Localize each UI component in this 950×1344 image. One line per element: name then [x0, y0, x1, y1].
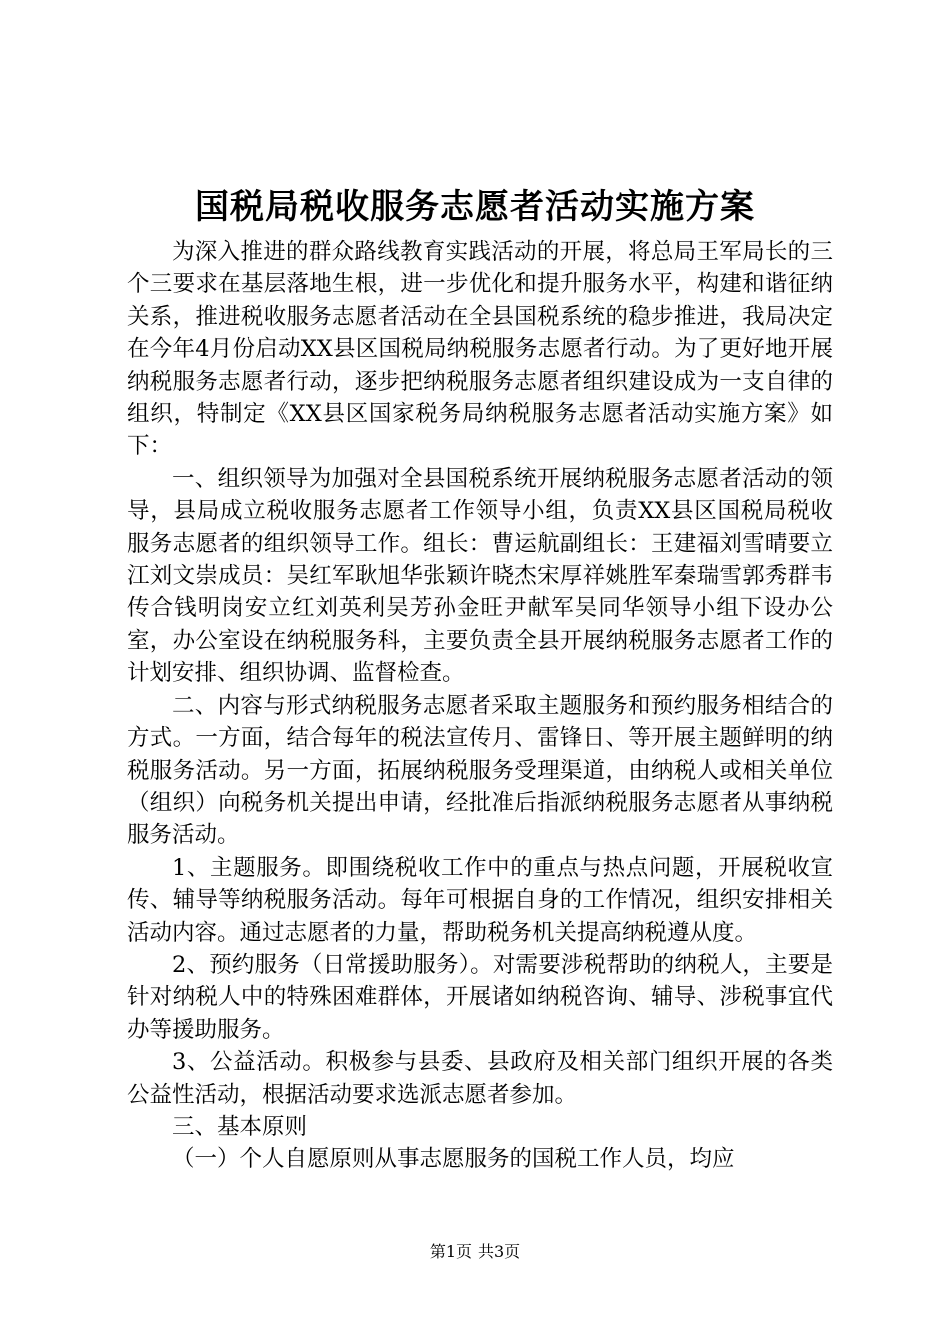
- paragraph-principles-heading: 三、基本原则: [172, 1113, 308, 1140]
- paragraph-theme-service: 1、主题服务。即围绕税收工作中的重点与热点问题，开展税收宣传、辅导等纳税服务活动。每年可根据自身的工作情况，组织安排相关活动内容。通过志愿者的力量，帮助税务机关提高纳税遵从度。: [127, 854, 833, 946]
- document-body: [127, 236, 833, 1176]
- document-title: 国税局税收服务志愿者活动实施方案: [195, 187, 755, 227]
- paragraph-organization: 一、组织领导为加强对全县国税系统开展纳税服务志愿者活动的领导，县局成立税收服务志愿者工作领导小组，负责XX县区国税局税收服务志愿者的组织领导工作。组长：曹运航副组长：王建福刘雪晴要立江刘文崇成员：吴红军耿旭华张颖许晓杰宋厚祥姚胜军秦瑞雪郭秀群韦传合钱明岗安立红刘英利吴芳孙金旺尹献军吴同华领导小组下设办公室，办公室设在纳税服务科，主要负责全县开展纳税服务志愿者工作的计划安排、组织协调、监督检查。: [127, 465, 833, 687]
- page-total: 共3页: [478, 1242, 521, 1261]
- paragraph-content-form: 二、内容与形式纳税服务志愿者采取主题服务和预约服务相结合的方式。一方面，结合每年的税法宣传月、雷锋日、等开展主题鲜明的纳税服务活动。另一方面，拓展纳税服务受理渠道，由纳税人或相关单位（组织）向税务机关提出申请，经批准后指派纳税服务志愿者从事纳税服务活动。: [127, 692, 833, 849]
- paragraph-public-welfare: 3、公益活动。积极参与县委、县政府及相关部门组织开展的各类公益性活动，根据活动要求选派志愿者参加。: [127, 1049, 833, 1108]
- paragraph-voluntary-principle: （一）个人自愿原则从事志愿服务的国税工作人员，均应: [172, 1146, 735, 1173]
- paragraph-appointment-service: 2、预约服务（日常援助服务）。对需要涉税帮助的纳税人，主要是针对纳税人中的特殊困难群体，开展诸如纳税咨询、辅导、涉税事宜代办等援助服务。: [127, 951, 833, 1043]
- page-number: 第1页: [429, 1242, 472, 1261]
- page-footer: [0, 1240, 950, 1264]
- paragraph-intro: 为深入推进的群众路线教育实践活动的开展，将总局王军局长的三个三要求在基层落地生根，进一步优化和提升服务水平，构建和谐征纳关系，推进税收服务志愿者活动在全县国税系统的稳步推进，我局决定在今年4月份启动XX县区国税局纳税服务志愿者行动。为了更好地开展纳税服务志愿者行动，逐步把纳税服务志愿者组织建设成为一支自律的组织，特制定《XX县区国家税务局纳税服务志愿者活动实施方案》如下：: [127, 239, 833, 460]
